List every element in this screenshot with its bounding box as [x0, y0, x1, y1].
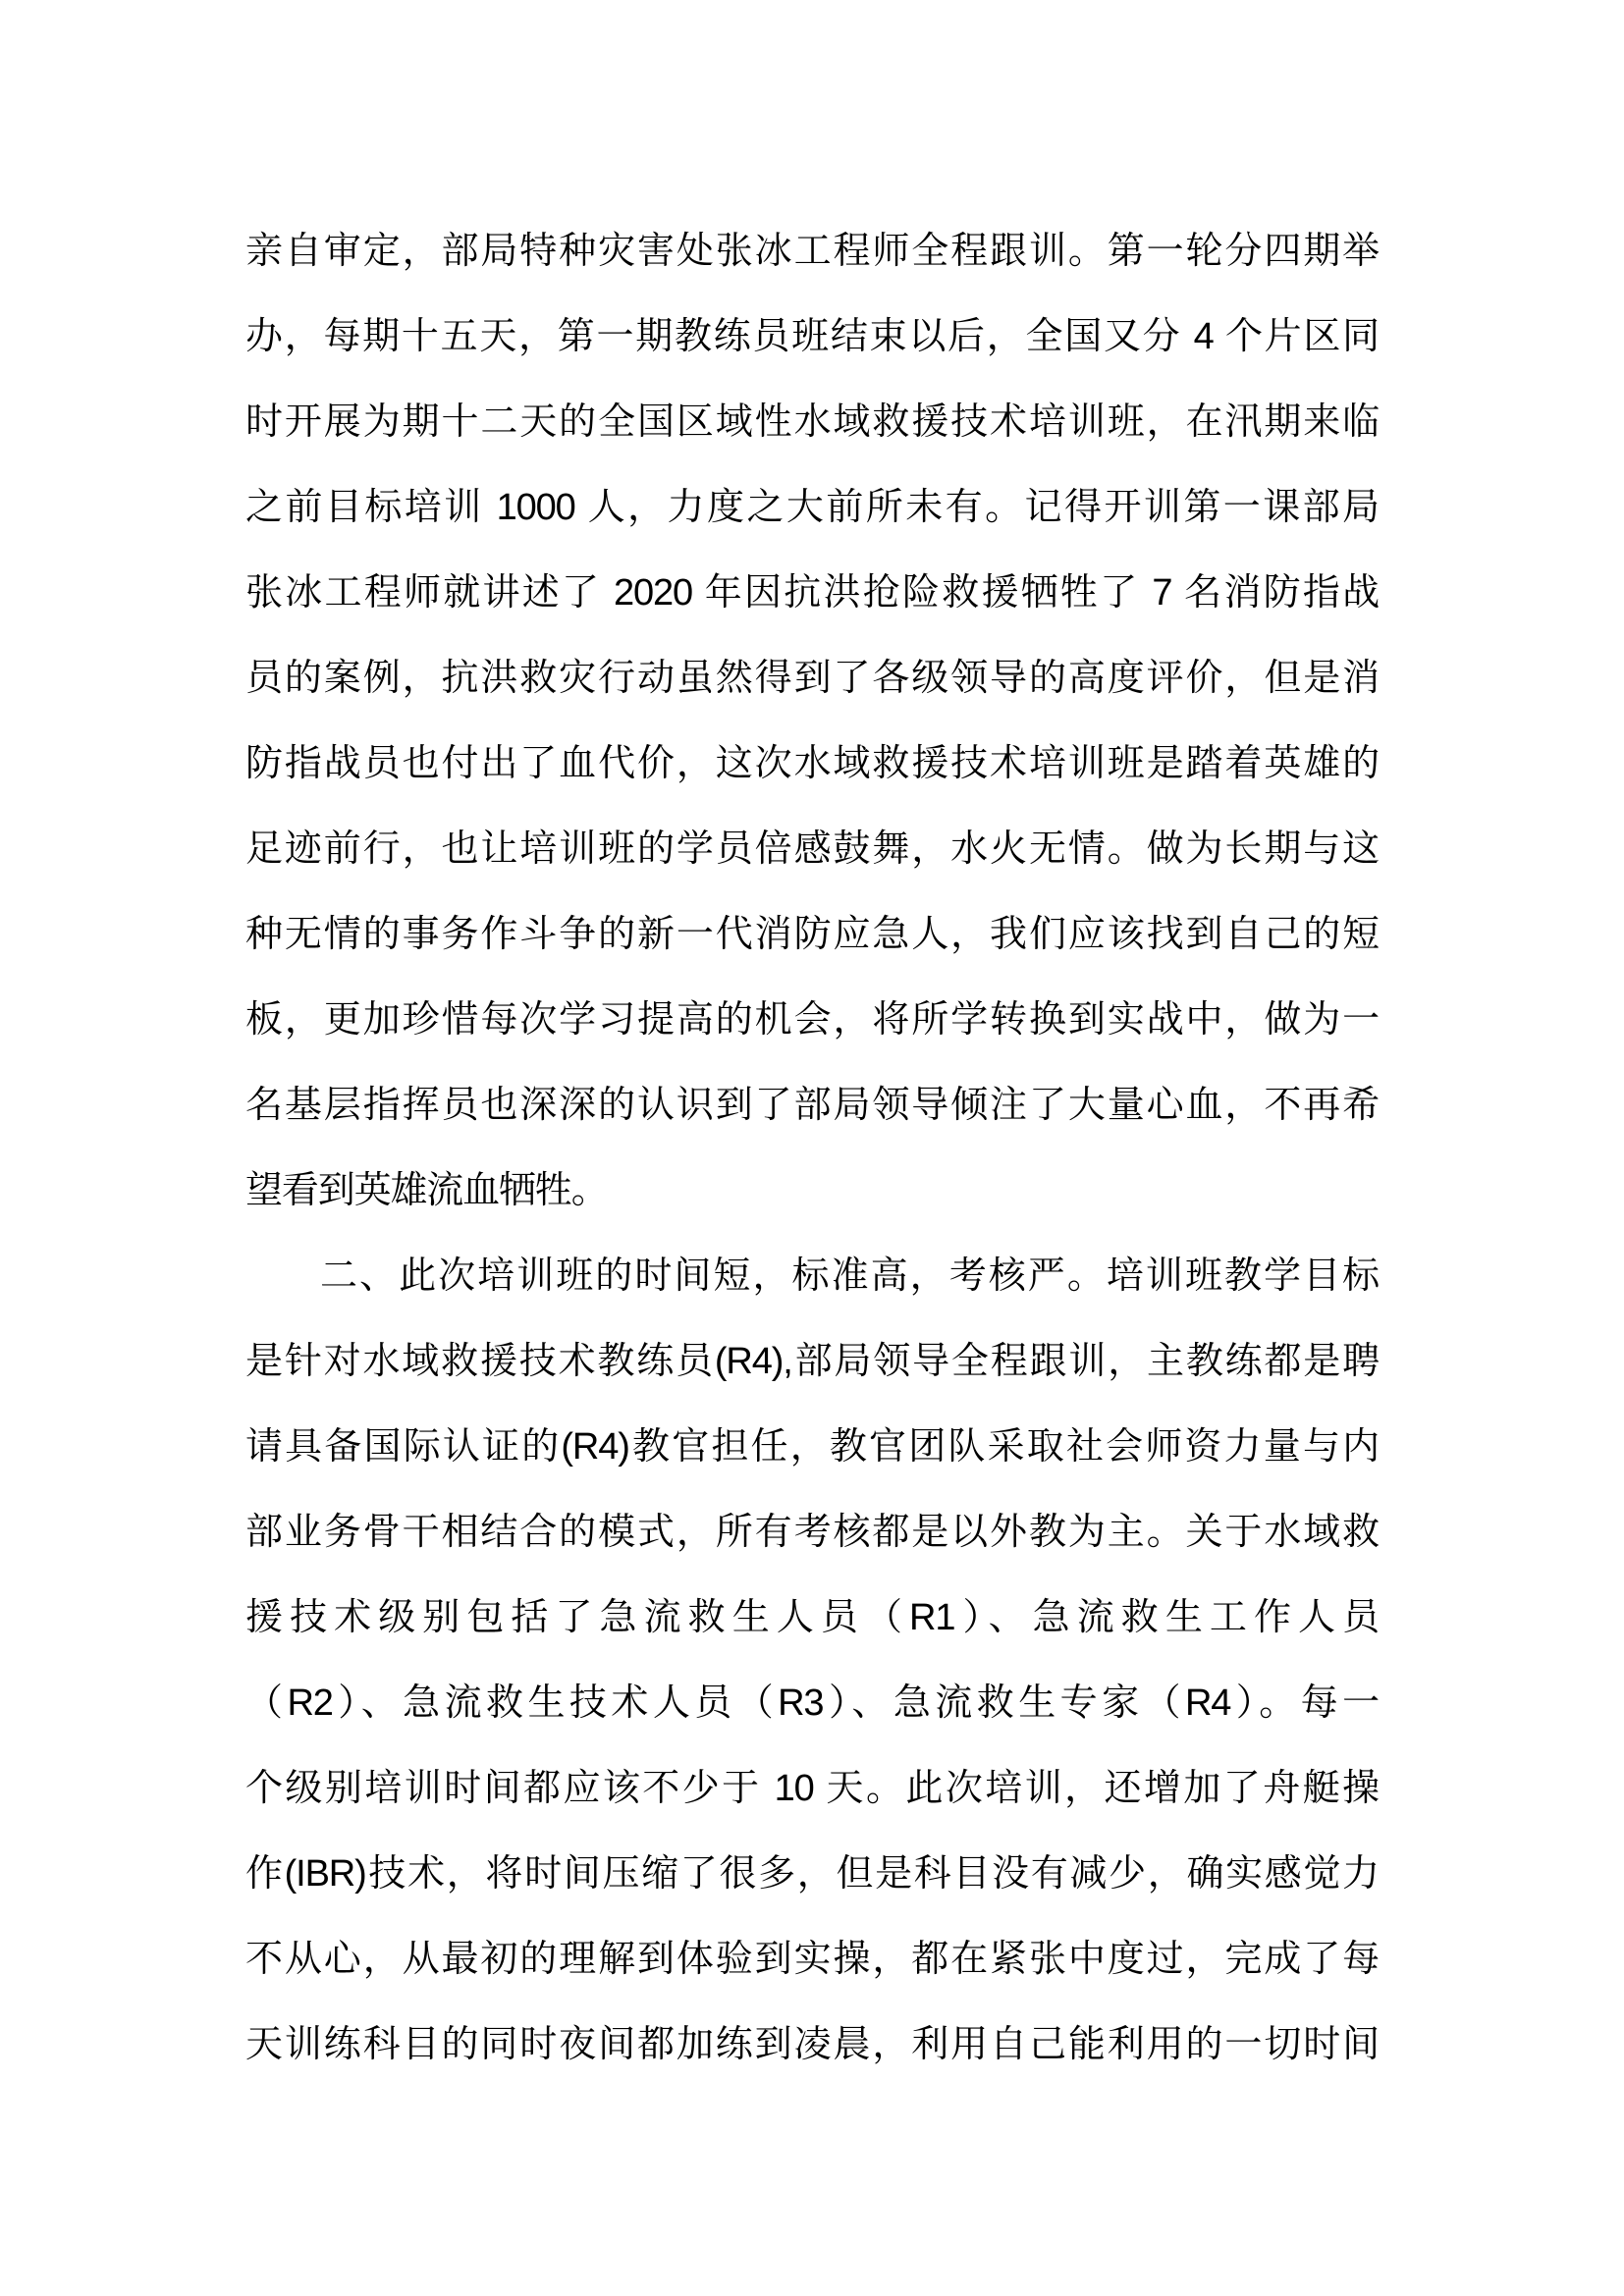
text-line: 办，每期十五天，第一期教练员班结束以后，全国又分 4 个片区同 — [245, 316, 1379, 357]
text-line: 名基层指挥员也深深的认识到了部局领导倾注了大量心血，不再希 — [245, 1085, 1379, 1126]
text-line: 足迹前行，也让培训班的学员倍感鼓舞，水火无情。做为长期与这 — [245, 828, 1379, 870]
text-line paragraph-start: 二、此次培训班的时间短，标准高，考核严。培训班教学目标 — [320, 1255, 1379, 1297]
text-line: 援技术级别包括了急流救生人员（R1）、急流救生工作人员 — [245, 1597, 1379, 1638]
text-line: 亲自审定，部局特种灾害处张冰工程师全程跟训。第一轮分四期举 — [245, 231, 1379, 272]
text-line: 不从心，从最初的理解到体验到实操，都在紧张中度过，完成了每 — [245, 1939, 1379, 1980]
text-line: 种无情的事务作斗争的新一代消防应急人，我们应该找到自己的短 — [245, 914, 1379, 955]
text-line: 天训练科目的同时夜间都加练到凌晨，利用自己能利用的一切时间 — [245, 2024, 1379, 2065]
text-line: 时开展为期十二天的全国区域性水域救援技术培训班，在汛期来临 — [245, 401, 1379, 443]
text-line: 之前目标培训 1000 人，力度之大前所未有。记得开训第一课部局 — [245, 487, 1379, 528]
text-line: 请具备国际认证的(R4)教官担任，教官团队采取社会师资力量与内 — [245, 1426, 1379, 1468]
text-line: 是针对水域救援技术教练员(R4),部局领导全程跟训，主教练都是聘 — [245, 1341, 1379, 1382]
text-line: 作(IBR)技术，将时间压缩了很多，但是科目没有减少，确实感觉力 — [245, 1853, 1379, 1895]
text-line: 张冰工程师就讲述了 2020 年因抗洪抢险救援牺牲了 7 名消防指战 — [245, 572, 1379, 614]
text-line: 部业务骨干相结合的模式，所有考核都是以外教为主。关于水域救 — [245, 1512, 1379, 1553]
text-line: （R2）、急流救生技术人员（R3）、急流救生专家（R4）。每一 — [245, 1682, 1379, 1724]
text-line: 员的案例，抗洪救灾行动虽然得到了各级领导的高度评价，但是消 — [245, 658, 1379, 699]
text-line paragraph-end: 望看到英雄流血牺牲。 — [245, 1170, 608, 1211]
text-line: 个级别培训时间都应该不少于 10 天。此次培训，还增加了舟艇操 — [245, 1768, 1379, 1809]
body-text — [245, 209, 1379, 2088]
text-line: 防指战员也付出了血代价，这次水域救援技术培训班是踏着英雄的 — [245, 743, 1379, 784]
text-line: 板，更加珍惜每次学习提高的机会，将所学转换到实战中，做为一 — [245, 999, 1379, 1041]
